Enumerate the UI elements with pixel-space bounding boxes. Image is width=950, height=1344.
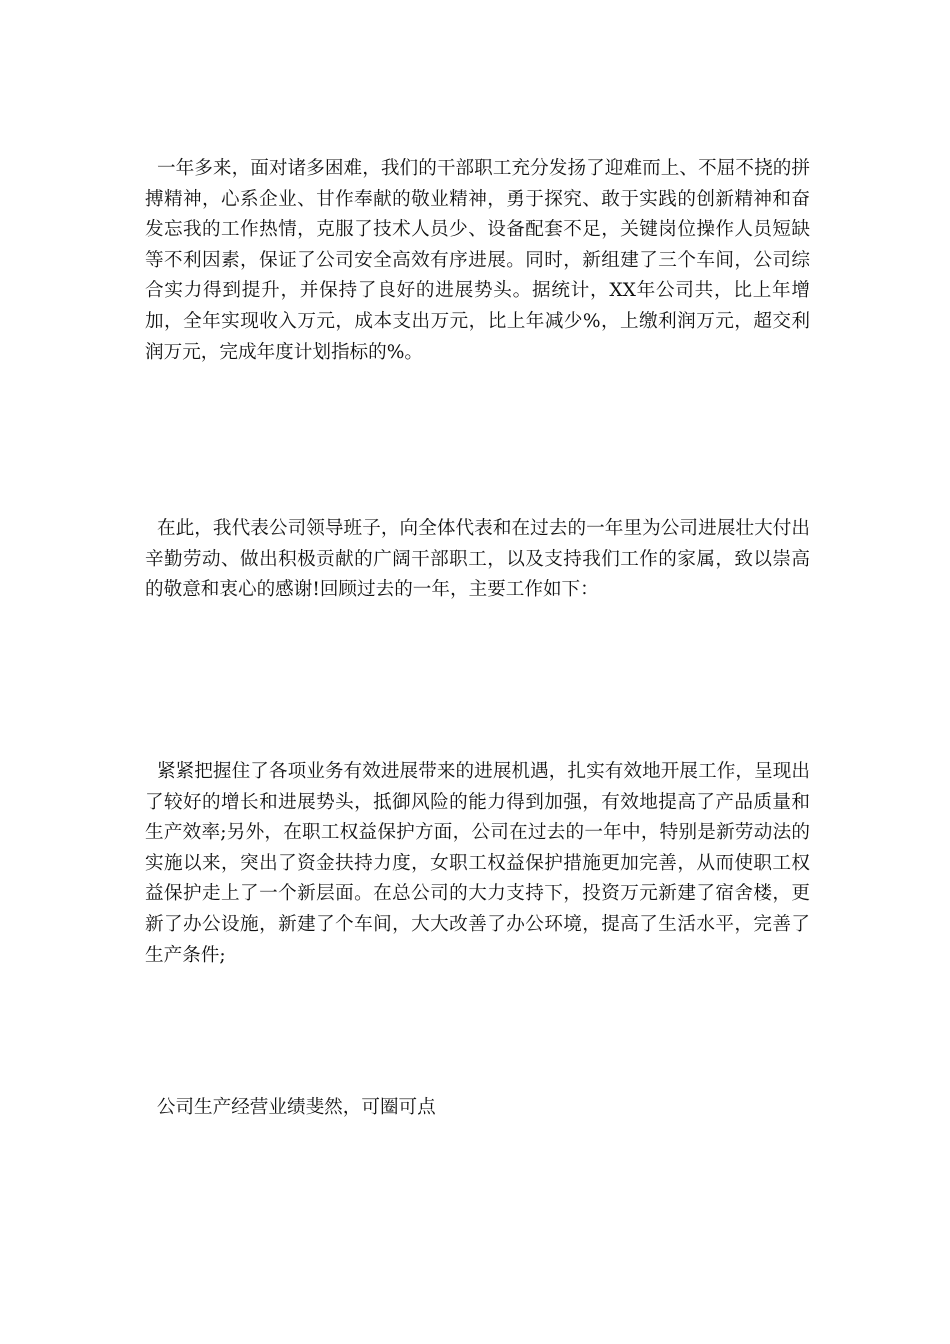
paragraph-work-summary: 一年多来，面对诸多困难，我们的干部职工充分发扬了迎难而上、不屈不挠的拼搏精神，心系企业、甘作奉献的敬业精神，勇于探究、敢于实践的创新精神和奋发忘我的工作热情，克服了技术人员少、设备配套不足，关键岗位操作人员短缺等不利因素，保证了公司安全高效有序进展。同时，新组建了三个车间，公司综合实力得到提升，并保持了良好的进展势头。据统计，XX年公司共，比上年增加，全年实现收入万元，成本支出万元，比上年减少%，上缴利润万元，超交利润万元，完成年度计划指标的%。 bbox=[145, 158, 810, 363]
paragraph-thanks: 在此，我代表公司领导班子，向全体代表和在过去的一年里为公司进展壮大付出辛勤劳动、做出积极贡献的广阔干部职工，以及支持我们工作的家属，致以崇高的敬意和衷心的感谢!回顾过去的一年，主要工作如下： bbox=[145, 518, 810, 601]
paragraph-main-work: 紧紧把握住了各项业务有效进展带来的进展机遇，扎实有效地开展工作，呈现出了较好的增长和进展势头，抵御风险的能力得到加强，有效地提高了产品质量和生产效率;另外，在职工权益保护方面，公司在过去的一年中，特别是新劳动法的实施以来，突出了资金扶持力度，女职工权益保护措施更加完善，从而使职工权益保护走上了一个新层面。在总公司的大力支持下，投资万元新建了宿舍楼，更新了办公设施，新建了个车间，大大改善了办公环境，提高了生活水平，完善了生产条件; bbox=[145, 761, 810, 966]
paragraph-performance: 公司生产经营业绩斐然，可圈可点 bbox=[145, 1097, 436, 1118]
